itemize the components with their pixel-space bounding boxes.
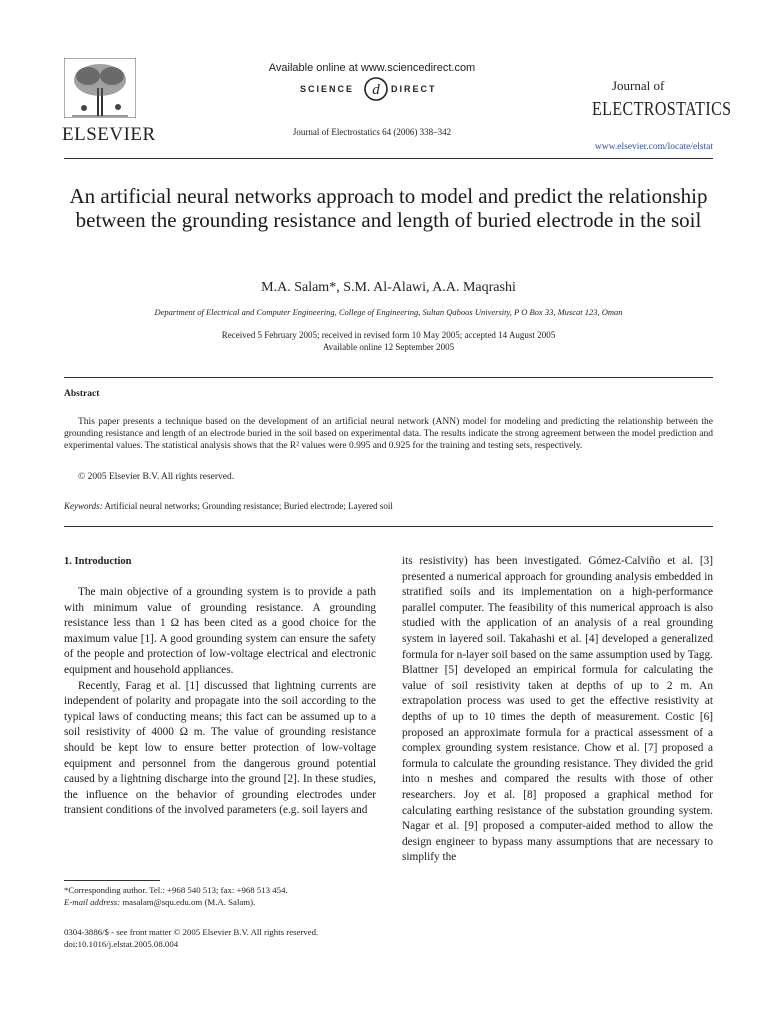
sciencedirect-right-word: DIRECT — [391, 84, 437, 94]
abstract-heading: Abstract — [64, 389, 100, 399]
header-divider — [64, 158, 713, 159]
available-online-text[interactable]: Available online at www.sciencedirect.com — [268, 62, 476, 74]
right-column — [402, 554, 713, 866]
abstract-text: This paper presents a technique based on the development of an artificial neural network (ANN) model for modeling and predicting the relationship between the grounding resistance and length of an electrode buried in the soil based on experimental data. The results indicate the strong agreement between the model prediction and experimental values. The statistical analysis shows that the R² values were 0.995 and 0.925 for the training and testing sets, respectively. — [64, 417, 713, 451]
intro-paragraph-1: The main objective of a grounding system is to provide a path with minimum value of grounding resistance. A grounding resistance less than 1 Ω has been cited as a good choice for the maximum value [1]. A good grounding system can ensure the safety of the people and protection of low-voltage electrical and electronic equipment and household appliances. — [64, 586, 376, 676]
journal-citation: Journal of Electrostatics 64 (2006) 338–342 — [292, 127, 452, 137]
keywords-line — [64, 501, 713, 511]
section-heading-introduction: 1. Introduction — [64, 556, 132, 567]
publisher-name: ELSEVIER — [62, 124, 156, 145]
abstract-copyright: © 2005 Elsevier B.V. All rights reserved. — [78, 472, 235, 482]
svg-text:d: d — [372, 82, 380, 98]
footnote-divider — [64, 880, 160, 881]
elsevier-tree-logo — [64, 58, 136, 118]
article-authors: M.A. Salam*, S.M. Al-Alawi, A.A. Maqrashi — [261, 280, 516, 295]
journal-url-link[interactable]: www.elsevier.com/locate/elstat — [594, 142, 713, 152]
keywords-label: Keywords: — [64, 501, 103, 511]
front-matter — [64, 926, 404, 950]
sciencedirect-logo-icon — [363, 76, 389, 102]
footnote — [64, 884, 376, 908]
intro-paragraph-continued: its resistivity) has been investigated. Gómez-Calviño et al. [3] presented a numerical approach for grounding analysis embedded in stratified soils and its implementation on a high-performance parallel computer. The feasibility of this numerical approach is also studied with the application of an analysis of a real grounding system in layered soil. Takahashi et al. [4] developed a generalized formula for n-layer soil based on the same assumption used by Tagg. Blattner [5] developed an empirical formula for calculating the value of soil resistivity taken at depths of up to 2 m. An extrapolation process was used to get the effective resistivity at depths of up to 10 times the depth of measurement. Costic [6] proposed an approximate formula for a practical assessment of a complex grounding system resistance. Chow et al. [7] proposed a formula to calculate the grounding resistance. They divided the grid into n meshes and compared the results with those of other researchers. Joy et al. [8] proposed a graphical method for calculating earthing resistance of the substation grounding system. Nagar et al. [9] proposed a computer-aided method to allow the design engineer to bypass many assumptions that are necessary to simplify the — [402, 555, 713, 864]
article-dates — [64, 329, 713, 353]
corresponding-author: *Corresponding author. Tel.: +968 540 513; fax: +968 513 454. — [64, 885, 288, 895]
received-dates: Received 5 February 2005; received in revised form 10 May 2005; accepted 14 August 2005 — [221, 330, 556, 340]
intro-paragraph-2: Recently, Farag et al. [1] discussed that lightning currents are independent of polarity and propagate into the soil according to the typical laws of conducting means; this fact can be assumed up to a soil resistivity of 4000 Ω m. The value of grounding resistance should be kept low to ensure better protection of low-voltage equipment and personnel from the dangerous ground potential caused by a lightning discharge into the ground [2]. In these studies, the influence on the behavior of grounding electrodes under transient conditions of the involved parameters (e.g. soil layers and — [64, 679, 376, 817]
abstract-bottom-divider — [64, 526, 713, 527]
available-date: Available online 12 September 2005 — [322, 342, 455, 352]
email-address[interactable]: masalam@squ.edu.om (M.A. Salam). — [122, 897, 256, 907]
issn-line: 0304-3886/$ - see front matter © 2005 Elsevier B.V. All rights reserved. — [64, 927, 319, 937]
article-title: An artificial neural networks approach to model and predict the relationship between the grounding resistance and length of buried electrode in the soil — [69, 184, 708, 232]
abstract-top-divider — [64, 377, 713, 378]
keywords-list: Artificial neural networks; Grounding resistance; Buried electrode; Layered soil — [104, 501, 393, 511]
sciencedirect-left-word: SCIENCE — [300, 84, 355, 94]
author-affiliation: Department of Electrical and Computer Engineering, College of Engineering, Sultan Qaboos University, P O Box 33, Muscat 123, Oman — [154, 307, 623, 317]
doi-line[interactable]: doi:10.1016/j.elstat.2005.08.004 — [64, 939, 179, 949]
email-label: E-mail address: — [64, 897, 121, 907]
journal-name: ELECTROSTATICS — [592, 98, 732, 120]
left-column — [64, 585, 376, 819]
email-line — [64, 896, 376, 908]
journal-of-label: Journal of — [612, 78, 665, 93]
